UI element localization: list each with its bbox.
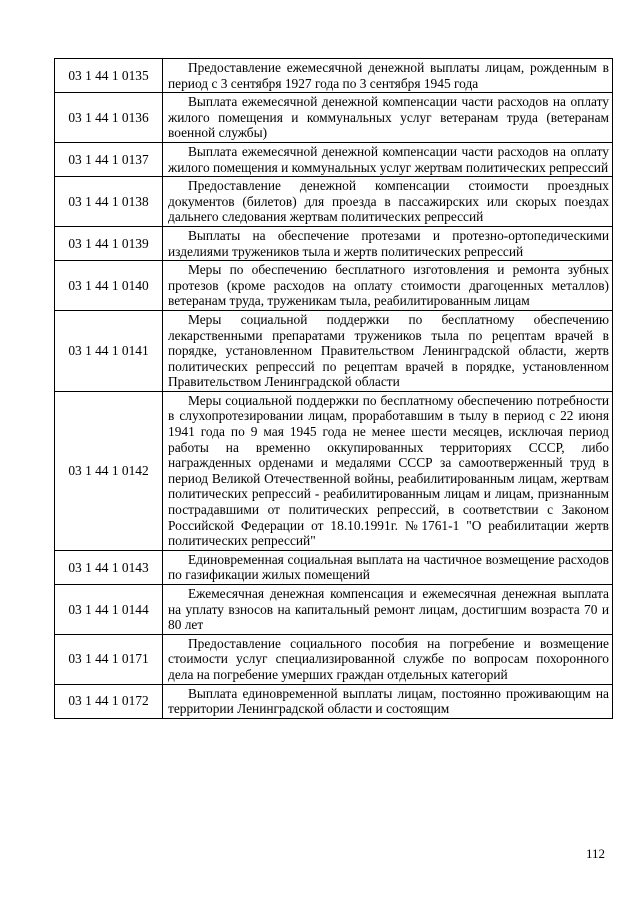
row-code: 03 1 44 1 0144 [55, 585, 163, 635]
row-description: Единовременная социальная выплата на частичное возмещение расходов по газификации жилых помещений [163, 550, 613, 584]
row-code: 03 1 44 1 0171 [55, 634, 163, 684]
row-code: 03 1 44 1 0172 [55, 684, 163, 718]
row-code: 03 1 44 1 0136 [55, 93, 163, 143]
row-description: Выплата ежемесячной денежной компенсации части расходов на оплату жилого помещения и коммунальных услуг жертвам политических репрессий [163, 142, 613, 176]
row-description: Выплаты на обеспечение протезами и протезно-ортопедическими изделиями тружеников тыла и жертв политических репрессий [163, 226, 613, 260]
row-description: Ежемесячная денежная компенсация и ежемесячная денежная выплата на уплату взносов на капитальный ремонт лицам, достигшим возраста 70 и 80 лет [163, 585, 613, 635]
table-row [55, 59, 613, 93]
table-row [55, 93, 613, 143]
table-row [55, 177, 613, 227]
table-row [55, 550, 613, 584]
row-code: 03 1 44 1 0140 [55, 261, 163, 311]
table-row [55, 391, 613, 550]
row-description: Предоставление ежемесячной денежной выплаты лицам, рожденным в период с 3 сентября 1927 года по 3 сентября 1945 года [163, 59, 613, 93]
row-description: Выплата ежемесячной денежной компенсации части расходов на оплату жилого помещения и коммунальных услуг ветеранам труда (ветеранам военной службы) [163, 93, 613, 143]
table-row [55, 226, 613, 260]
row-description: Предоставление денежной компенсации стоимости проездных документов (билетов) для проезда в пассажирских или скорых поездах дальнего следования жертвам политических репрессий [163, 177, 613, 227]
row-code: 03 1 44 1 0139 [55, 226, 163, 260]
row-code: 03 1 44 1 0135 [55, 59, 163, 93]
table-row [55, 634, 613, 684]
table-row [55, 585, 613, 635]
row-code: 03 1 44 1 0142 [55, 391, 163, 550]
row-description: Меры социальной поддержки по бесплатному обеспечению потребности в слухопротезировании лицам, проработавшим в тылу в период с 22 июня 1941 года по 9 мая 1945 года не менее шести месяцев, исключая период работы на временно оккупированных территориях СССР, либо награжденных орденами и медалями СССР за самоотверженный труд в период Великой Отечественной войны, реабилитированным лицам, жертвам политических репрессий - реабилитированным лицам и лицам, признанным пострадавшими от политических репрессий, в соответствии с Законом Российской Федерации от 18.10.1991г. №1761-1 "О реабилитации жертв политических репрессий" [163, 391, 613, 550]
table-row [55, 142, 613, 176]
row-description: Меры по обеспечению бесплатного изготовления и ремонта зубных протезов (кроме расходов на оплату стоимости драгоценных металлов) ветеранам труда, труженикам тыла, реабилитированным лицам [163, 261, 613, 311]
table-row [55, 684, 613, 718]
page-number: 112 [585, 846, 605, 861]
table-row [55, 310, 613, 391]
table-row [55, 261, 613, 311]
budget-codes-table [54, 58, 613, 719]
row-description: Предоставление социального пособия на погребение и возмещение стоимости услуг специализированной службе по вопросам похоронного дела на погребение умерших граждан отдельных категорий [163, 634, 613, 684]
row-description: Меры социальной поддержки по бесплатному обеспечению лекарственными препаратами тружеников тыла по рецептам врачей в порядке, установленном Правительством Ленинградской области, жертв политических репрессий по рецептам врачей в порядке, установленном Правительством Ленинградской области [163, 310, 613, 391]
row-code: 03 1 44 1 0141 [55, 310, 163, 391]
row-code: 03 1 44 1 0143 [55, 550, 163, 584]
row-code: 03 1 44 1 0137 [55, 142, 163, 176]
row-description: Выплата единовременной выплаты лицам, постоянно проживающим на территории Ленинградской области и состоящим [163, 684, 613, 718]
row-code: 03 1 44 1 0138 [55, 177, 163, 227]
